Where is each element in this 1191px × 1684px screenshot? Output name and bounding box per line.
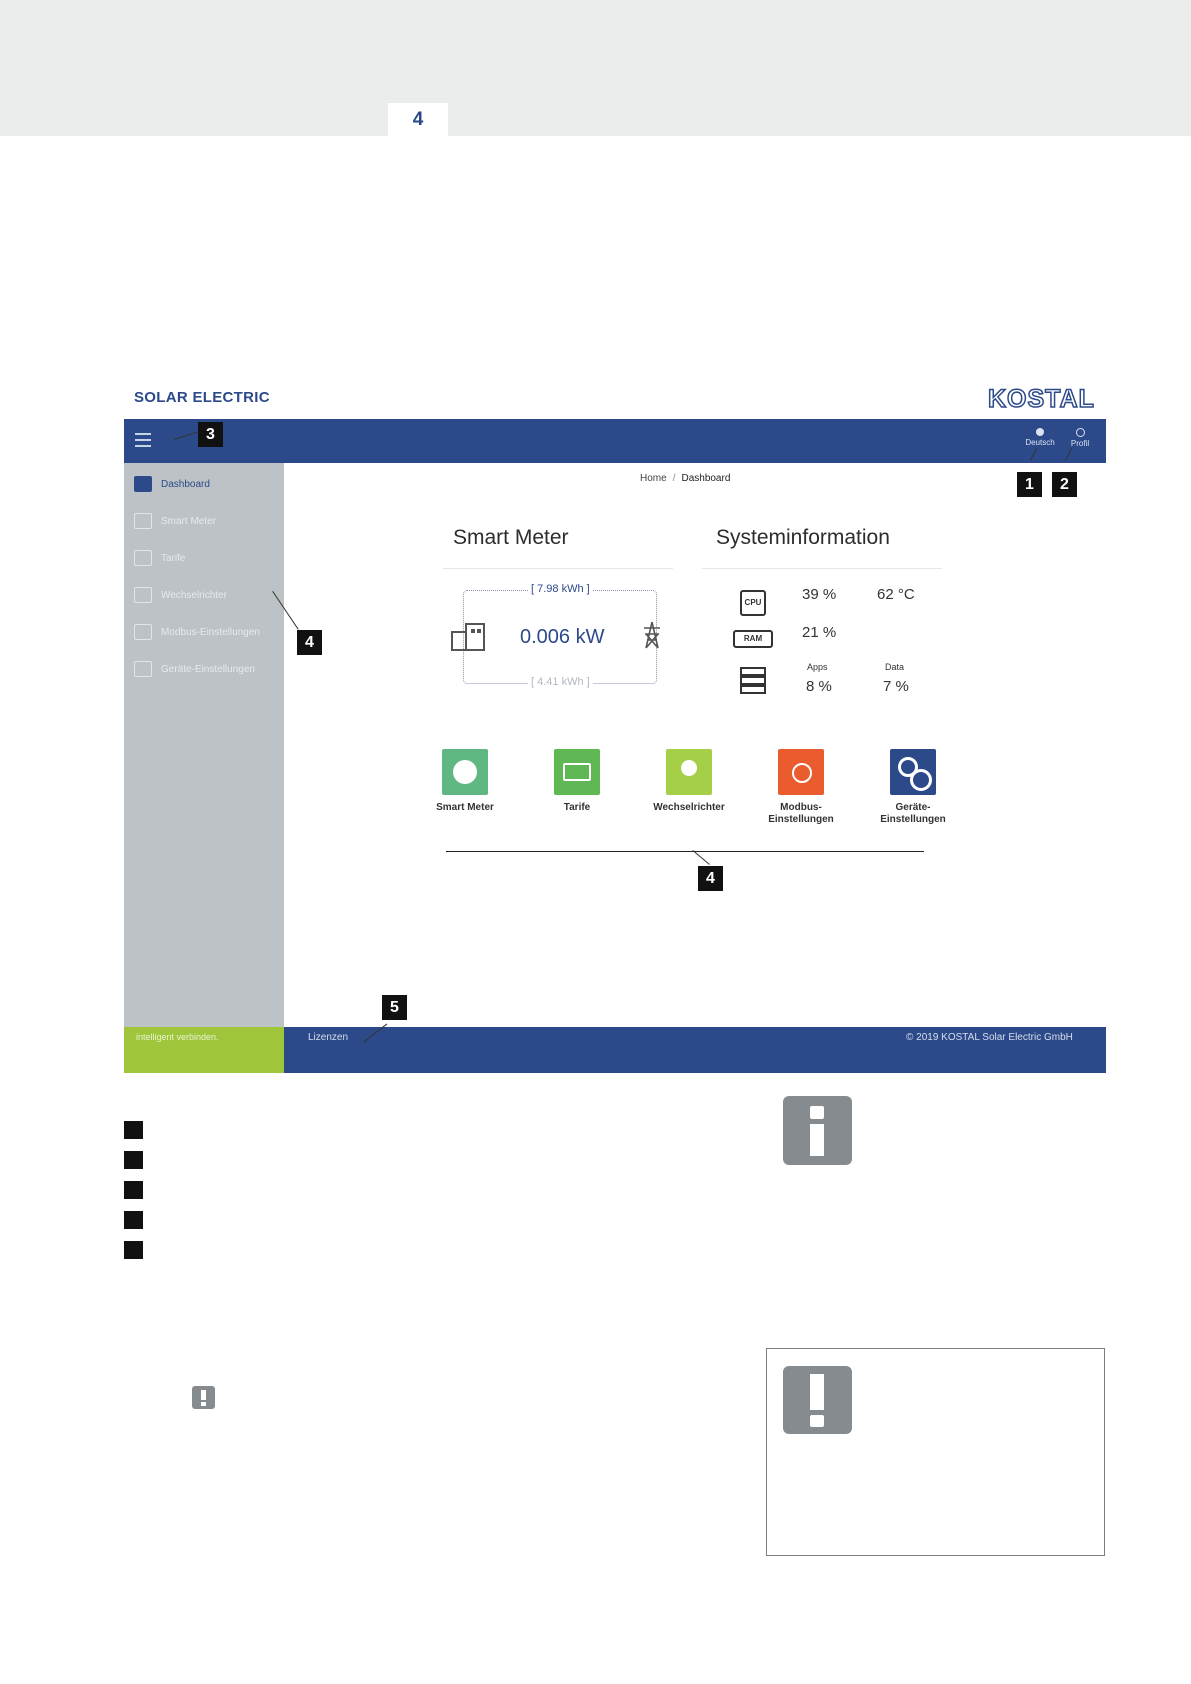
app-bar [124, 419, 1106, 463]
callout-2: 2 [1052, 472, 1077, 497]
tile-wechselrichter[interactable] [646, 749, 732, 814]
chapter-tab: 4 [388, 103, 448, 136]
sidebar-footer-slogan: intelligent verbinden. [124, 1027, 284, 1073]
smart-meter-title: Smart Meter [453, 526, 569, 549]
user-icon [1076, 428, 1085, 437]
sidebar [124, 463, 284, 1027]
apps-label: Apps [807, 662, 828, 672]
tile-modbus[interactable] [758, 749, 844, 826]
tile-label: Wechselrichter [653, 802, 725, 813]
tariff-icon [554, 749, 600, 795]
gear-icon [890, 749, 936, 795]
breadcrumb-home[interactable]: Home [640, 473, 667, 484]
brand-solar-electric: SOLAR ELECTRIC [134, 389, 270, 406]
house-icon [450, 620, 490, 652]
tile-smart-meter[interactable] [422, 749, 508, 814]
callout-4: 4 [297, 630, 322, 655]
copyright: © 2019 KOSTAL Solar Electric GmbH [906, 1032, 1073, 1043]
menu-icon[interactable] [135, 433, 151, 447]
legend-marker [124, 1181, 143, 1199]
language-label: Deutsch [1025, 438, 1055, 447]
profile-label: Profil [1070, 439, 1090, 448]
tile-tarife[interactable] [534, 749, 620, 814]
modbus-icon [134, 624, 152, 640]
sidebar-item-label: Dashboard [161, 478, 210, 490]
smart-meter-consumption: [ 7.98 kWh ] [528, 583, 593, 595]
sidebar-item-label: Tarife [161, 552, 186, 564]
sidebar-item-tarife[interactable] [134, 548, 185, 568]
smart-meter-icon [134, 513, 152, 529]
legend-marker [124, 1121, 143, 1139]
page-header-band [0, 0, 1191, 136]
callout-1: 1 [1017, 472, 1042, 497]
data-usage: 7 % [883, 678, 909, 695]
cpu-temperature: 62 °C [877, 586, 915, 603]
breadcrumb-separator: / [672, 473, 676, 484]
cpu-load: 39 % [802, 586, 837, 603]
sidebar-item-dashboard[interactable] [134, 474, 210, 494]
breadcrumb-current: Dashboard [681, 473, 731, 484]
power-pylon-icon [641, 620, 663, 650]
warning-icon-small [192, 1386, 215, 1409]
breadcrumb [640, 473, 730, 484]
sun-icon [666, 749, 712, 795]
callout-5: 5 [382, 995, 407, 1020]
storage-icon [740, 667, 766, 695]
sidebar-item-modbus[interactable] [134, 622, 260, 642]
network-icon [778, 749, 824, 795]
smart-meter-feed-in: [ 4.41 kWh ] [528, 676, 593, 688]
cpu-icon: CPU [740, 590, 766, 616]
profile-button[interactable] [1064, 428, 1096, 448]
inverter-icon [134, 587, 152, 603]
kostal-logo: KOSTAL [988, 385, 1095, 413]
sidebar-item-smart-meter[interactable] [134, 511, 216, 531]
tile-divider [446, 851, 924, 852]
dashboard-icon [134, 476, 152, 492]
smart-meter-power: 0.006 kW [520, 626, 605, 648]
data-label: Data [885, 662, 905, 672]
ram-icon: RAM [733, 630, 773, 648]
system-info-title: Systeminformation [716, 526, 890, 549]
tile-label: Smart Meter [436, 802, 494, 813]
ram-usage: 21 % [802, 624, 837, 641]
tile-label: Geräte- Einstellungen [880, 802, 946, 825]
sidebar-item-label: Geräte-Einstellungen [161, 663, 255, 675]
divider [443, 568, 673, 569]
globe-icon [1036, 428, 1044, 436]
apps-usage: 8 % [806, 678, 832, 695]
tile-device-settings[interactable] [870, 749, 956, 826]
callout-3: 3 [198, 422, 223, 447]
licenses-link[interactable]: Lizenzen [308, 1032, 349, 1043]
sidebar-item-device-settings[interactable] [134, 659, 255, 679]
tile-label: Tarife [563, 802, 591, 813]
legend-marker [124, 1211, 143, 1229]
divider [702, 568, 942, 569]
sidebar-item-label: Smart Meter [161, 515, 217, 527]
language-button[interactable] [1020, 428, 1060, 447]
tariff-icon [134, 550, 152, 566]
tile-label: Modbus- Einstellungen [768, 802, 834, 825]
sidebar-item-label: Modbus-Einstellungen [161, 626, 260, 638]
sidebar-item-label: Wechselrichter [161, 589, 227, 601]
warning-icon [783, 1366, 852, 1434]
info-icon [783, 1096, 852, 1165]
smart-meter-icon [442, 749, 488, 795]
callout-4: 4 [698, 866, 723, 891]
legend-marker [124, 1241, 143, 1259]
legend-marker [124, 1151, 143, 1169]
sidebar-item-wechselrichter[interactable] [134, 585, 227, 605]
device-settings-icon [134, 661, 152, 677]
